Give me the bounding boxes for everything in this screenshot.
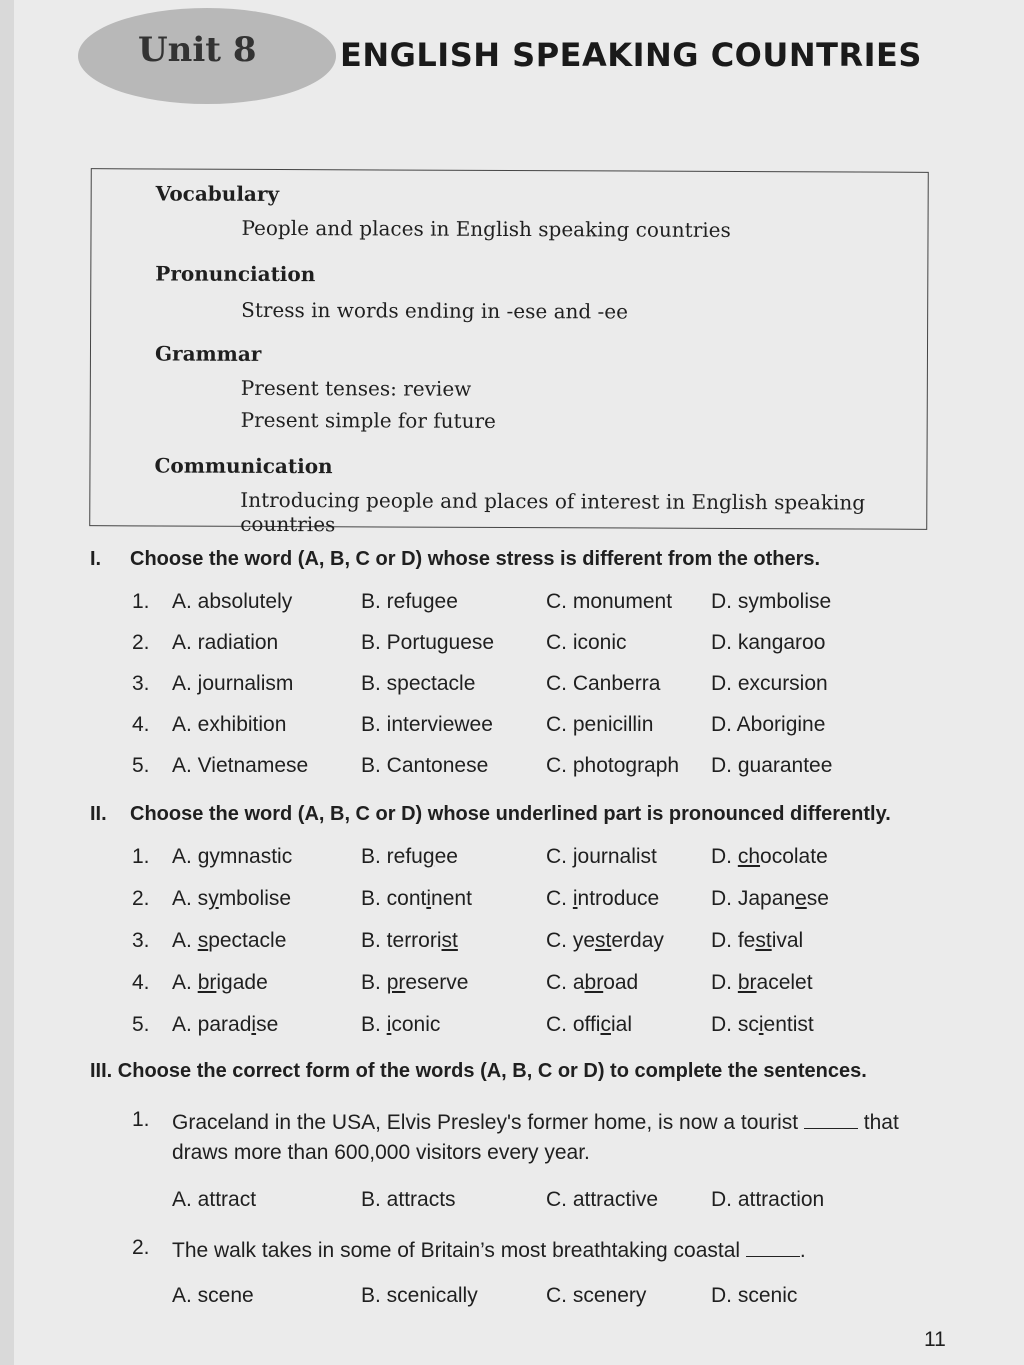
option-b: B. attracts (361, 1188, 456, 1211)
option-a: A. scene (172, 1284, 254, 1307)
question-number: 3. (132, 929, 150, 952)
unit-overview-box (89, 168, 929, 537)
vocabulary-heading: Vocabulary (155, 181, 280, 206)
option-b: B. continent (361, 887, 472, 910)
option-c: C. penicillin (546, 713, 654, 736)
question-row (14, 672, 1024, 702)
option-a: A. attract (172, 1188, 257, 1211)
answer-blank (804, 1112, 858, 1129)
option-d: D. scenic (711, 1284, 798, 1307)
option-c: C. journalist (546, 845, 657, 868)
option-d: D. bracelet (711, 971, 813, 994)
section-2-title (90, 803, 891, 826)
option-a: A. journalism (172, 672, 294, 695)
question-row (14, 971, 1024, 1001)
stem-line-1: Graceland in the USA, Elvis Presley's former home, is now a tourist (172, 1111, 799, 1134)
option-b: B. interviewee (361, 713, 493, 736)
option-d: D. scientist (711, 1013, 814, 1036)
stem-line-1: The walk takes in some of Britain’s most breathtaking coastal (172, 1239, 741, 1262)
option-c: C. attractive (546, 1188, 659, 1211)
question-row (14, 1284, 1024, 1314)
workbook-page (14, 0, 1024, 1365)
option-b: B. iconic (361, 1013, 441, 1036)
section-1-number: I. (90, 548, 102, 570)
option-c: C. photograph (546, 754, 680, 777)
option-d: D. attraction (711, 1188, 825, 1211)
option-b: B. Cantonese (361, 754, 489, 777)
question-number: 4. (132, 971, 150, 994)
question-number: 1. (132, 1108, 150, 1131)
underlined-part: st (595, 929, 612, 952)
option-a: A. spectacle (172, 929, 287, 952)
underlined-part: e (795, 887, 807, 910)
underlined-part: ch (737, 845, 761, 868)
grammar-item-2: Present simple for future (240, 407, 496, 433)
question-row (14, 887, 1024, 917)
underlined-part: br (737, 971, 757, 994)
question-stem (172, 1108, 952, 1168)
question-number: 5. (132, 1013, 150, 1036)
underlined-part: y (208, 887, 219, 910)
pronunciation-heading: Pronunciation (155, 261, 316, 287)
section-3-title (90, 1060, 867, 1083)
option-a: A. brigade (172, 971, 268, 994)
question-row (14, 1013, 1024, 1043)
underlined-part: j (572, 845, 578, 868)
underlined-part: g (422, 845, 435, 868)
stem-end: . (799, 1239, 806, 1262)
section-3-instruction: Choose the correct form of the words (A, B, C or D) to complete the sentences. (117, 1060, 867, 1082)
underlined-part: pr (386, 971, 406, 994)
underlined-part: i (572, 887, 578, 910)
option-c: C. Canberra (546, 672, 661, 695)
question-row (14, 713, 1024, 743)
underlined-part: st (755, 929, 772, 952)
grammar-heading: Grammar (154, 341, 262, 366)
section-2-number: II. (90, 803, 107, 825)
unit-label: Unit 8 (138, 30, 257, 70)
option-a: A. radiation (172, 631, 279, 654)
underlined-part: i (758, 1013, 764, 1036)
option-c: C. yesterday (546, 929, 664, 952)
option-c: C. scenery (546, 1284, 647, 1307)
question-number: 1. (132, 845, 150, 868)
option-d: D. kangaroo (711, 631, 826, 654)
option-b: B. scenically (361, 1284, 478, 1307)
option-d: D. guarantee (711, 754, 833, 777)
option-d: D. chocolate (711, 845, 828, 868)
option-b: B. terrorist (361, 929, 458, 952)
option-d: D. Aborigine (711, 713, 826, 736)
underlined-part: c (600, 1013, 611, 1036)
question-number: 2. (132, 631, 150, 654)
answer-blank (746, 1240, 800, 1257)
section-2-instruction: Choose the word (A, B, C or D) whose underlined part is pronounced differently. (130, 803, 891, 825)
question-row (14, 631, 1024, 661)
option-b: B. preserve (361, 971, 469, 994)
question-row (14, 845, 1024, 875)
option-a: A. symbolise (172, 887, 292, 910)
vocabulary-text: People and places in English speaking countries (241, 215, 731, 242)
underlined-part: br (197, 971, 217, 994)
question-row (14, 1188, 1024, 1218)
option-a: A. exhibition (172, 713, 287, 736)
option-c: C. monument (546, 590, 673, 613)
question-stem (172, 1236, 952, 1266)
stem-line-2: draws more than 600,000 visitors every year. (172, 1141, 590, 1164)
question-row (14, 590, 1024, 620)
question-number: 2. (132, 887, 150, 910)
underlined-part: i (386, 1013, 392, 1036)
option-a: A. absolutely (172, 590, 293, 613)
option-d: D. symbolise (711, 590, 832, 613)
section-3-number: III. (90, 1060, 113, 1082)
question-number: 2. (132, 1236, 150, 1259)
option-c: C. introduce (546, 887, 660, 910)
option-b: B. Portuguese (361, 631, 495, 654)
underlined-part: g (197, 845, 210, 868)
question-row (14, 754, 1024, 784)
underlined-part: s (197, 929, 209, 952)
option-d: D. Japanese (711, 887, 829, 910)
option-c: C. iconic (546, 631, 627, 654)
pronunciation-text: Stress in words ending in -ese and -ee (241, 297, 629, 324)
option-c: C. official (546, 1013, 632, 1036)
option-a: A. Vietnamese (172, 754, 309, 777)
section-1-instruction: Choose the word (A, B, C or D) whose stress is different from the others. (130, 548, 821, 570)
grammar-item-1: Present tenses: review (240, 375, 472, 401)
question-number: 4. (132, 713, 150, 736)
option-d: D. festival (711, 929, 804, 952)
underlined-part: st (441, 929, 458, 952)
option-c: C. abroad (546, 971, 639, 994)
communication-text: Introducing people and places of interest in English speaking countries (240, 487, 866, 537)
question-number: 1. (132, 590, 150, 613)
option-b: B. refugee (361, 845, 458, 868)
question-number: 3. (132, 672, 150, 695)
option-b: B. spectacle (361, 672, 476, 695)
underlined-part: br (584, 971, 604, 994)
question-row (14, 929, 1024, 959)
underlined-part: i (426, 887, 432, 910)
stem-line-1-end: that (863, 1111, 899, 1134)
underlined-part: i (251, 1013, 257, 1036)
section-1-title (90, 548, 820, 571)
option-a: A. gymnastic (172, 845, 293, 868)
option-d: D. excursion (711, 672, 828, 695)
question-number: 5. (132, 754, 150, 777)
page-number: 11 (924, 1328, 946, 1351)
unit-title: ENGLISH SPEAKING COUNTRIES (340, 36, 922, 74)
communication-heading: Communication (154, 453, 333, 479)
option-a: A. paradise (172, 1013, 279, 1036)
option-b: B. refugee (361, 590, 458, 613)
